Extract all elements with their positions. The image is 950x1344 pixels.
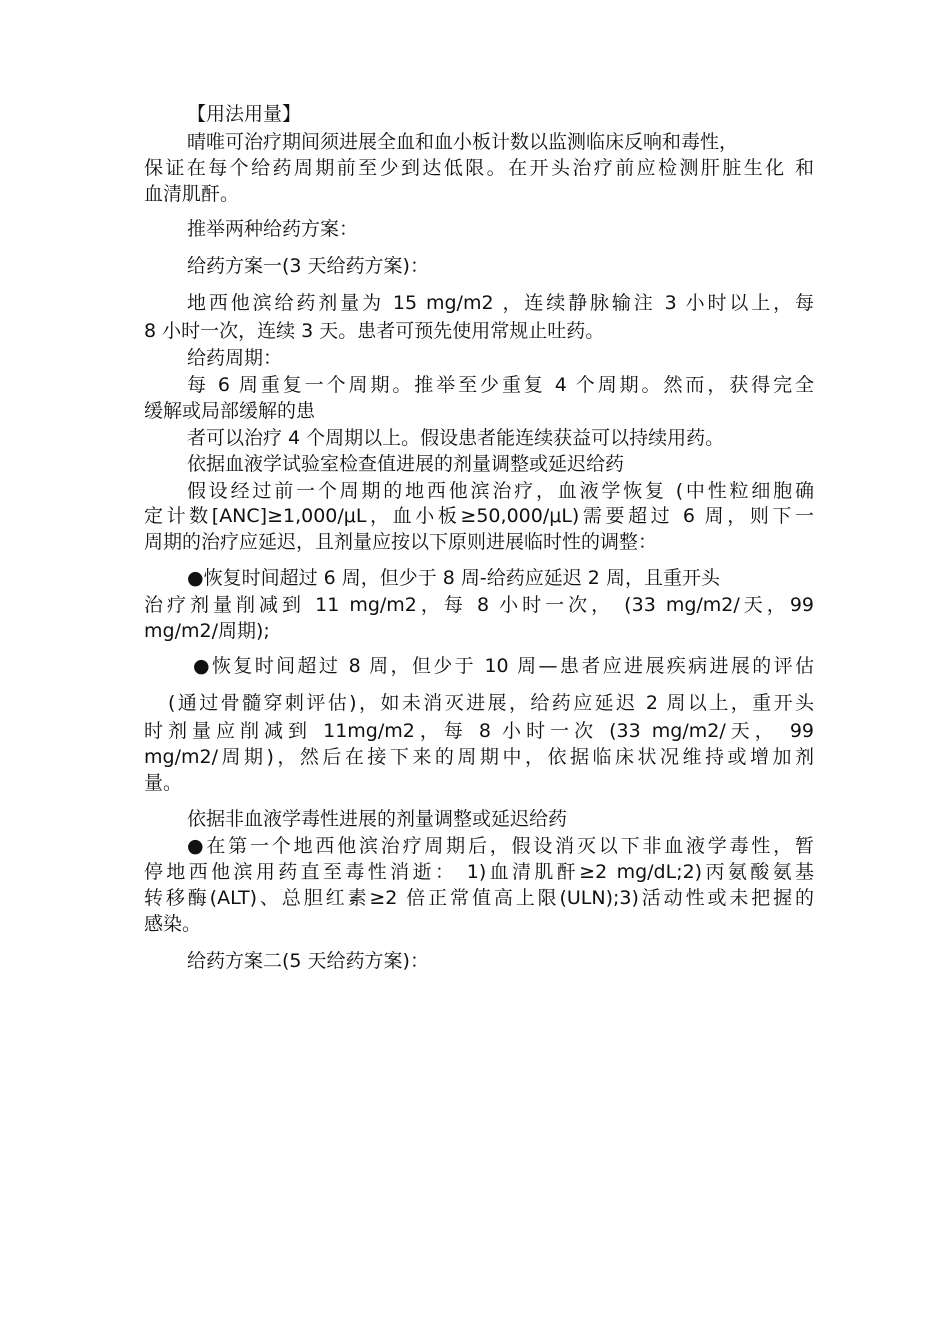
paragraph-line: 时剂量应削减到 11mg/m2，每 8 小时一次 (33 mg/m2/天， 99 <box>144 720 814 742</box>
paragraph-line: 周期的治疗应延迟，且剂量应按以下原则进展临时性的调整： <box>144 531 658 553</box>
paragraph-line: 推举两种给药方案： <box>187 218 359 240</box>
paragraph-line: 定计数[ANC]≥1,000/μL，血小板≥50,000/μL)需要超过 6 周，则下一 <box>144 505 814 527</box>
regimen-one-heading: 给药方案一(3 天给药方案)： <box>187 255 429 277</box>
subheading-non-hematologic-adjustment: 依据非血液学毒性进展的剂量调整或延迟给药 <box>187 808 568 830</box>
section-heading-usage-dosage: 【用法用量】 <box>187 103 302 125</box>
paragraph-line: (通过骨髓穿刺评估)，如未消灭进展，给药应延迟 2 周以上，重开头 <box>168 692 814 714</box>
paragraph-line: 地西他滨给药剂量为 15 mg/m2 ，连续静脉输注 3 小时以上，每 <box>187 292 814 314</box>
bullet-line: ●恢复时间超过 8 周，但少于 10 周—患者应进展疾病进展的评估 <box>193 655 814 677</box>
paragraph-line: mg/m2/周期)，然后在接下来的周期中，依据临床状况维持或增加剂 <box>144 746 814 768</box>
paragraph-line: 血清肌酐。 <box>144 183 240 205</box>
paragraph-line: 转移酶(ALT)、总胆红素≥2 倍正常值高上限(ULN);3)活动性或未把握的 <box>144 887 814 909</box>
subheading-hematologic-adjustment: 依据血液学试验室检查值进展的剂量调整或延迟给药 <box>187 453 625 475</box>
paragraph-line: 保证在每个给药周期前至少到达低限。在开头治疗前应检测肝脏生化 和 <box>144 157 814 179</box>
paragraph-line: 感染。 <box>144 913 202 935</box>
paragraph-line: mg/m2/周期); <box>144 620 270 642</box>
paragraph-line: 量。 <box>144 772 183 794</box>
paragraph-line: 治疗剂量削减到 11 mg/m2，每 8 小时一次， (33 mg/m2/天，99 <box>144 594 814 616</box>
paragraph-line: 8 小时一次，连续 3 天。患者可预先使用常规止吐药。 <box>144 320 605 342</box>
regimen-two-heading: 给药方案二(5 天给药方案)： <box>187 950 429 972</box>
paragraph-line: 晴唯可治疗期间须进展全血和血小板计数以监测临床反响和毒性， <box>187 131 739 153</box>
paragraph-line: 者可以治疗 4 个周期以上。假设患者能连续获益可以持续用药。 <box>187 427 725 449</box>
bullet-line: ●恢复时间超过 6 周，但少于 8 周-给药应延迟 2 周，且重开头 <box>187 567 720 589</box>
paragraph-line: 每 6 周重复一个周期。推举至少重复 4 个周期。然而，获得完全 <box>187 374 814 396</box>
paragraph-line: 给药周期： <box>187 347 283 369</box>
paragraph-line: 停地西他滨用药直至毒性消逝： 1)血清肌酐≥2 mg/dL;2)丙氨酸氨基 <box>144 861 814 883</box>
bullet-line: ●在第一个地西他滨治疗周期后，假设消灭以下非血液学毒性，暂 <box>187 835 814 857</box>
paragraph-line: 假设经过前一个周期的地西他滨治疗，血液学恢复 (中性粒细胞确 <box>187 480 814 502</box>
paragraph-line: 缓解或局部缓解的患 <box>144 400 316 422</box>
